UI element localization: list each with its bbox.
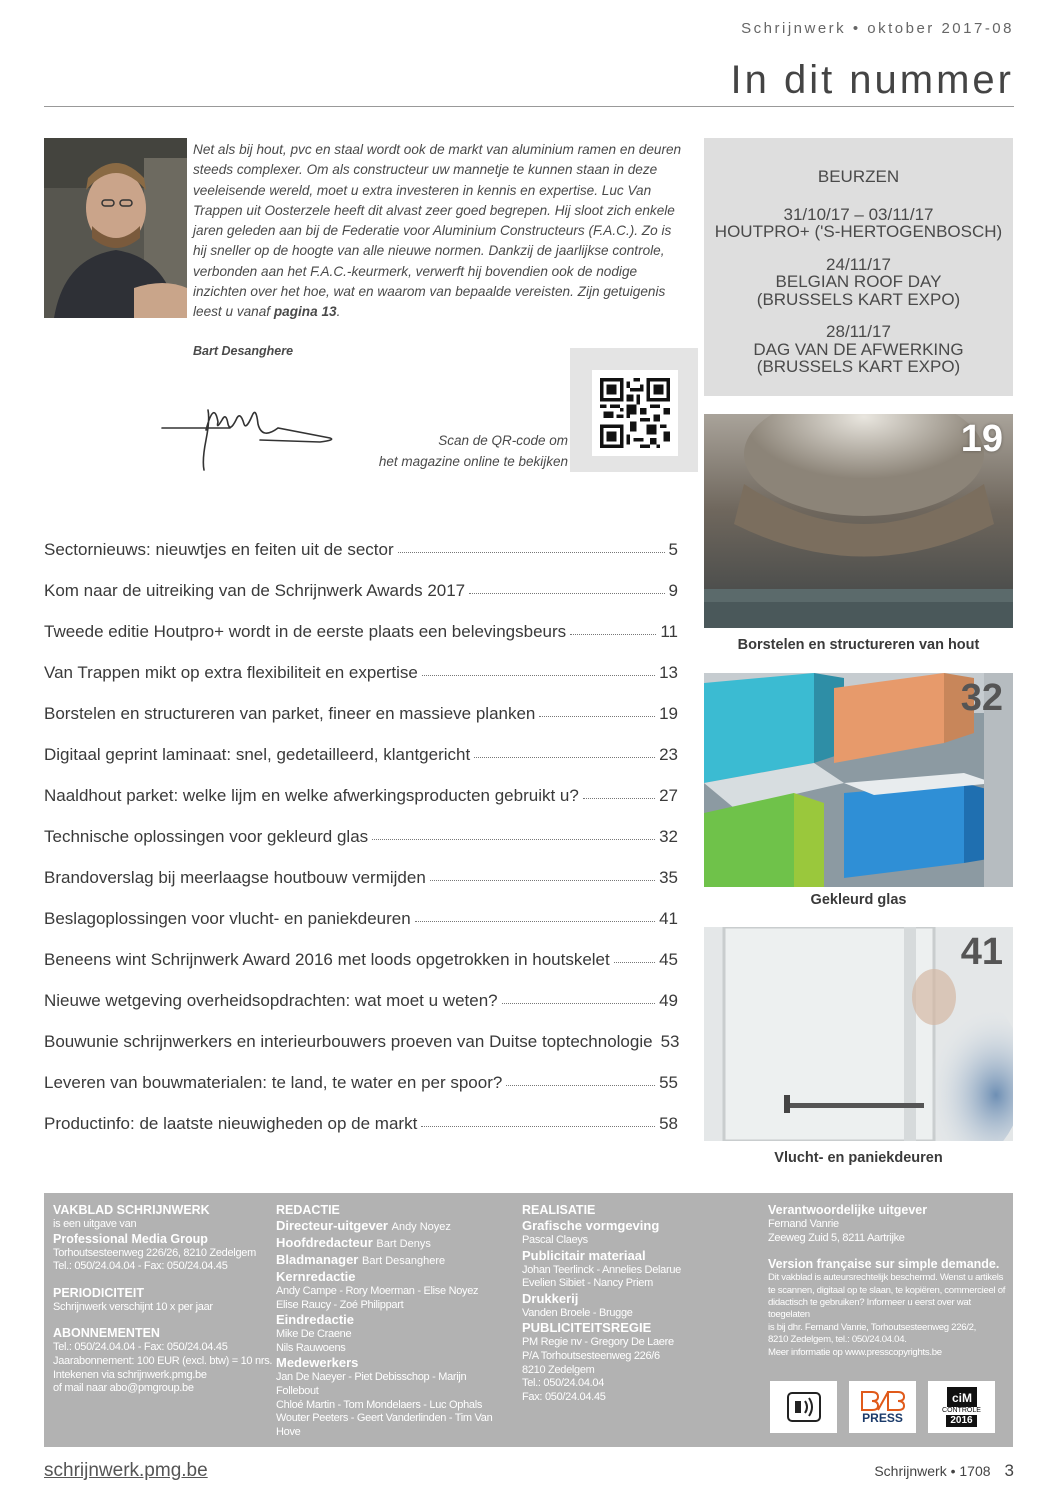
toc-leader	[398, 552, 665, 553]
toc-entry-page: 32	[659, 827, 678, 846]
b2b-press-label: PRESS	[862, 1411, 903, 1425]
role-label: Directeur-uitgever	[276, 1218, 388, 1233]
toc-leader	[469, 593, 664, 594]
colophon-line: te scannen, digitaal op te slaan, te kopiëren, commercieel of	[768, 1284, 1006, 1296]
colophon-role	[276, 1218, 506, 1235]
fair-place: (BRUSSELS KART EXPO)	[756, 357, 961, 376]
colophon-editorial	[276, 1203, 506, 1439]
colophon-line: Nils Rauwoens	[276, 1341, 346, 1354]
role-value: Bart Denys	[376, 1238, 431, 1250]
copyright-logo-icon	[770, 1381, 837, 1433]
fair-name: HOUTPRO+ ('S-HERTOGENBOSCH)	[714, 222, 1003, 241]
fair-name: BELGIAN ROOF DAY	[775, 272, 942, 291]
colophon-production	[522, 1203, 742, 1404]
colophon-line: Fernand Vanrie	[768, 1218, 839, 1230]
toc-leader	[422, 675, 655, 676]
toc-entry[interactable]	[44, 827, 678, 857]
intro-page-ref: pagina 13	[273, 304, 337, 320]
toc-entry-page: 27	[659, 786, 678, 805]
toc-entry[interactable]	[44, 950, 678, 980]
role-label: Hoofdredacteur	[276, 1235, 373, 1250]
colophon-line: Elise Raucy - Zoé Philippart	[276, 1298, 404, 1311]
colophon-heading: Verantwoordelijke uitgever	[768, 1203, 928, 1217]
colophon-line: 8210 Zedelgem, tel.: 050/24.04.04.	[768, 1334, 907, 1346]
toc-entry[interactable]	[44, 704, 678, 734]
toc-entry-title: Sectornieuws: nieuwtjes en feiten uit de sector	[44, 540, 394, 559]
colophon-line: Johan Teerlinck - Annelies Delarue	[522, 1263, 681, 1276]
colophon-line: didactisch te gebruiken? Informeer u eerst over wat toegelaten	[768, 1297, 971, 1321]
toc-entry-page: 19	[659, 704, 678, 723]
fair-name: DAG VAN DE AFWERKING	[753, 339, 964, 359]
toc-leader	[474, 757, 655, 758]
colophon-line: Meer informatie op www.presscopyrights.be	[768, 1346, 942, 1358]
toc-entry-title: Naaldhout parket: welke lijm en welke afwerkingsproducten gebruikt u?	[44, 786, 579, 805]
editor-name: Bart Desanghere	[193, 344, 294, 358]
toc-entry-title: Borstelen en structureren van parket, fineer en massieve planken	[44, 704, 536, 723]
role-label: Kernredactie	[276, 1269, 356, 1284]
feature-image-glass[interactable]	[704, 673, 1013, 887]
colophon-line: Tel.: 050/24.04.04 - Fax: 050/24.04.45	[53, 1341, 228, 1354]
toc-leader	[539, 716, 655, 717]
toc-entry[interactable]	[44, 745, 678, 775]
colophon-responsible	[768, 1203, 1006, 1359]
toc-leader	[421, 1126, 655, 1127]
toc-entry-title: Beslagoplossingen voor vlucht- en paniekdeuren	[44, 909, 411, 928]
colophon-line: Pascal Claeys	[522, 1234, 588, 1246]
colophon-line: Jan De Naeyer - Piet Debisschop - Marijn Follebout	[276, 1371, 467, 1397]
colophon-line: Fax: 050/24.04.45	[522, 1390, 606, 1403]
feature-caption: Borstelen en structureren van hout	[737, 637, 980, 653]
qr-code[interactable]	[592, 370, 678, 456]
issue-label: Schrijnwerk • 1708	[874, 1463, 991, 1479]
fair-date: 31/10/17 – 03/11/17	[783, 204, 934, 224]
colophon-line: is bij dhr. Fernand Vanrie, Torhoutsesteenweg 226/2,	[768, 1321, 977, 1333]
toc-entry-title: Digitaal geprint laminaat: snel, gedetailleerd, klantgericht	[44, 745, 471, 764]
intro-body: Net als bij hout, pvc en staal wordt ook de markt van aluminium ramen en deuren steeds complexer. Om als constructeur uw mannetje te kunnen staan in deze veeleisende wereld, moet u extra investeren in kennis en expertise. Luc Van Trappen uit Oosterzele heeft dit alvast zeer goed begrepen. Hij sloot zich enkele jaren geleden aan bij de Federatie voor Aluminium Constructeurs (F.A.C.). Zo is hij sneller op de hoogte van alle nieuwe normen. Dankzij de jaarlijkse controle, verbonden aan het F.A.C.-keurmerk, verwerft hij bovendien ook de nodige inzichten over het hoe, wat en waarom van bepaalde vereisten. Zijn getuigenis leest u vanaf	[193, 142, 682, 320]
colophon	[44, 1193, 1013, 1447]
colophon-line: Andy Campe - Rory Moerman - Elise Noyez	[276, 1285, 479, 1297]
colophon-line: Zeeweg Zuid 5, 8211 Aartrijke	[768, 1231, 905, 1244]
toc-leader	[583, 798, 655, 799]
intro-end: .	[336, 304, 341, 320]
toc-entry[interactable]	[44, 622, 678, 652]
svg-text:ciM: ciM	[951, 1391, 972, 1405]
fair-date: 24/11/17	[826, 254, 891, 274]
qr-caption-line1: Scan de QR-code om	[438, 433, 568, 448]
fairs-heading: BEURZEN	[817, 167, 900, 186]
toc-entry-page: 35	[659, 868, 678, 887]
toc-entry[interactable]	[44, 909, 678, 939]
fair-date: 28/11/17	[826, 322, 891, 341]
colophon-line: Chloé Martin - Tom Mondelaers - Luc Ophals	[276, 1398, 483, 1411]
colophon-line: Schrijnwerk verschijnt 10 x per jaar	[53, 1300, 213, 1313]
page-footer	[874, 1461, 1014, 1481]
colophon-line: Mike De Craene	[276, 1328, 352, 1341]
page-number: 3	[1004, 1461, 1014, 1480]
colophon-role	[276, 1235, 506, 1252]
website-link[interactable]: schrijnwerk.pmg.be	[44, 1460, 208, 1481]
colophon-line: Dit vakblad is auteursrechtelijk beschermd. Wenst u artikels	[768, 1272, 1004, 1284]
colophon-heading: PERIODICITEIT	[53, 1285, 144, 1300]
page-title: In dit nummer	[730, 58, 1014, 102]
colophon-publisher	[53, 1203, 273, 1396]
toc-entry-page: 5	[668, 540, 678, 559]
feature-page-number: 32	[960, 677, 1003, 719]
toc-entry-page: 41	[659, 909, 678, 928]
role-label: Grafische vormgeving	[522, 1218, 660, 1233]
feature-image-door[interactable]	[704, 927, 1013, 1141]
toc-entry[interactable]	[44, 663, 678, 693]
colophon-line: is een uitgave van	[53, 1218, 137, 1230]
toc-entry-page: 58	[659, 1114, 678, 1133]
colophon-line: Jaarabonnement: 100 EUR (excl. btw) = 10 nrs.	[53, 1354, 273, 1367]
toc-entry-page: 45	[659, 950, 678, 969]
toc-entry-title: Leveren van bouwmaterialen: te land, te water en per spoor?	[44, 1073, 503, 1092]
toc-leader	[502, 1003, 655, 1004]
title-rule	[44, 106, 1014, 107]
toc-entry-title: Technische oplossingen voor gekleurd glas	[44, 827, 369, 846]
colophon-heading: VAKBLAD SCHRIJNWERK	[53, 1203, 210, 1217]
role-value: Bart Desanghere	[362, 1255, 446, 1267]
qr-caption-line2: het magazine online te bekijken	[378, 454, 568, 469]
toc-entry-page: 53	[660, 1032, 680, 1051]
role-label: Medewerkers	[276, 1355, 359, 1371]
b2b-press-logo-icon	[849, 1381, 916, 1433]
toc-entry-title: Kom naar de uitreiking van de Schrijnwerk Awards 2017	[44, 581, 466, 600]
toc-entry-title: Productinfo: de laatste nieuwigheden op de markt	[44, 1114, 418, 1133]
running-head: Schrijnwerk • oktober 2017-08	[741, 20, 1014, 37]
colophon-heading: REALISATIE	[522, 1203, 596, 1217]
role-label: Bladmanager	[276, 1252, 359, 1267]
toc-entry-title: Brandoverslag bij meerlaagse houtbouw vermijden	[44, 868, 426, 887]
toc-entry-page: 9	[668, 581, 678, 600]
fair-place: (BRUSSELS KART EXPO)	[756, 289, 961, 309]
colophon-line: 8210 Zedelgem	[522, 1363, 595, 1376]
toc-entry[interactable]	[44, 1114, 678, 1144]
colophon-line: Tel.: 050/24.04.04 - Fax: 050/24.04.45	[53, 1260, 228, 1273]
toc-leader	[372, 839, 655, 840]
colophon-line: Professional Media Group	[53, 1231, 208, 1246]
cim-logo-icon	[928, 1381, 995, 1433]
toc-entry-page: 23	[659, 745, 678, 764]
fair-item	[704, 256, 1013, 309]
toc-entry[interactable]	[44, 1073, 678, 1103]
colophon-heading: ABONNEMENTEN	[53, 1326, 160, 1341]
feature-page-number: 19	[960, 418, 1003, 460]
toc-entry-title: Bouwunie schrijnwerkers en interieurbouwers proeven van Duitse toptechnologie	[44, 1032, 653, 1051]
role-label: Eindredactie	[276, 1312, 355, 1328]
role-value: Andy Noyez	[391, 1221, 451, 1233]
feature-page-number: 41	[960, 931, 1003, 973]
qr-caption	[308, 430, 568, 472]
toc-entry[interactable]	[44, 540, 678, 570]
editor-photo	[44, 138, 187, 318]
toc-entry[interactable]	[44, 991, 678, 1021]
toc-entry-page: 49	[659, 991, 678, 1010]
colophon-heading: REDACTIE	[276, 1203, 340, 1217]
toc-entry-title: Tweede editie Houtpro+ wordt in de eerste plaats een belevingsbeurs	[44, 622, 567, 641]
toc-leader	[415, 921, 655, 922]
toc-entry-page: 11	[660, 622, 678, 641]
toc-entry[interactable]	[44, 868, 678, 898]
fairs-box	[704, 138, 1013, 396]
colophon-line: Intekenen via schrijnwerk.pmg.be	[53, 1368, 207, 1381]
colophon-heading: Version française sur simple demande.	[768, 1257, 1000, 1272]
intro-text	[193, 140, 683, 323]
feature-image-brushing[interactable]	[704, 414, 1013, 628]
colophon-line: Torhoutsesteenweg 226/26, 8210 Zedelgem	[53, 1246, 256, 1259]
toc-leader	[570, 634, 656, 635]
toc-entry-title: Nieuwe wetgeving overheidsopdrachten: wat moet u weten?	[44, 991, 498, 1010]
toc-leader	[614, 962, 655, 963]
role-label: Publicitair materiaal	[522, 1247, 646, 1263]
colophon-line: Tel.: 050/24.04.04	[522, 1377, 605, 1390]
toc-entry[interactable]	[44, 786, 678, 816]
toc-entry-title: Beneens wint Schrijnwerk Award 2016 met loods opgetrokken in houtskelet	[44, 950, 610, 969]
feature-caption: Vlucht- en paniekdeuren	[774, 1150, 943, 1166]
colophon-line: Vanden Broele - Brugge	[522, 1306, 633, 1319]
colophon-line: of mail naar abo@pmgroup.be	[53, 1382, 194, 1395]
toc-entry-title: Van Trappen mikt op extra flexibiliteit en expertise	[44, 663, 418, 682]
toc-leader	[430, 880, 655, 881]
role-label: Drukkerij	[522, 1290, 579, 1306]
fair-item	[704, 206, 1013, 241]
role-label: PUBLICITEITSREGIE	[522, 1320, 652, 1336]
colophon-logos	[770, 1381, 995, 1433]
toc-entry-page: 13	[659, 663, 678, 682]
toc-entry[interactable]	[44, 1032, 678, 1062]
toc-leader	[506, 1085, 655, 1086]
cim-year-label: 2016	[946, 1415, 976, 1427]
cim-controle-label: CONTROLE	[942, 1407, 981, 1414]
colophon-role	[276, 1252, 506, 1269]
colophon-line: P/A Torhoutsesteenweg 226/6	[522, 1349, 660, 1362]
fair-item	[704, 323, 1013, 376]
colophon-line: Evelien Sibiet - Nancy Priem	[522, 1277, 653, 1290]
feature-caption: Gekleurd glas	[810, 892, 907, 908]
colophon-line: PM Regie nv - Gregory De Laere	[522, 1336, 674, 1349]
toc-entry[interactable]	[44, 581, 678, 611]
colophon-line: Wouter Peeters - Geert Vanderlinden - Tim Van Hove	[276, 1412, 493, 1438]
toc-entry-page: 55	[659, 1073, 678, 1092]
